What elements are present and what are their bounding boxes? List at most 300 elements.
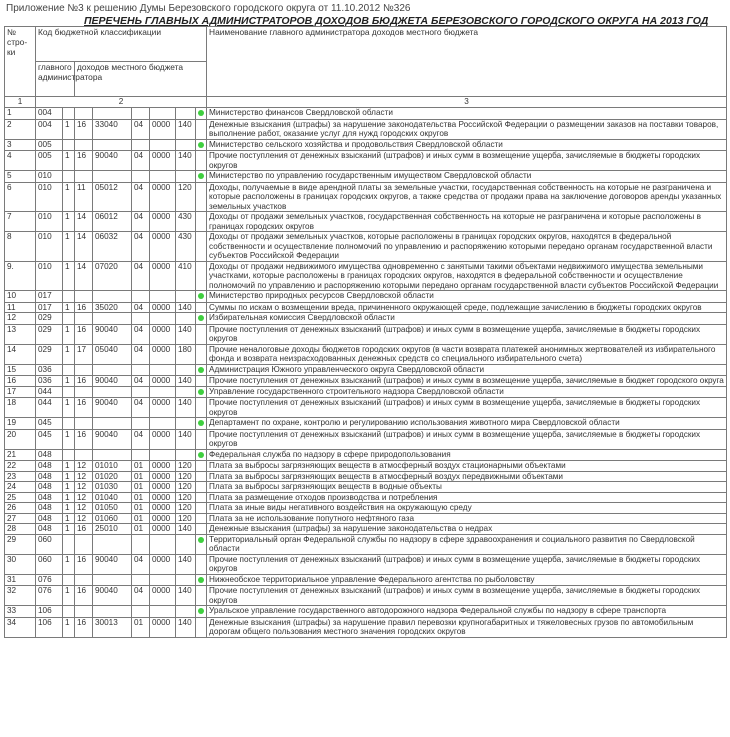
admin-code: 029: [36, 324, 63, 344]
code-element: 04: [132, 232, 150, 262]
admin-code: 048: [36, 513, 63, 524]
administrator-name: Плата за размещение отходов производства и потребления: [207, 492, 727, 503]
code-group: [63, 574, 75, 586]
code-element: 04: [132, 376, 150, 387]
code-econ: 120: [176, 182, 196, 212]
row-number: 15: [5, 364, 36, 376]
code-group: 1: [63, 151, 75, 171]
code-econ: 430: [176, 212, 196, 232]
code-article: 01020: [93, 471, 132, 482]
code-element: [132, 171, 150, 183]
row-number: 25: [5, 492, 36, 503]
marker-cell: [196, 534, 207, 554]
table-row: [5, 524, 727, 535]
code-econ: [176, 606, 196, 618]
table-row: [5, 344, 727, 364]
code-program: 0000: [150, 471, 176, 482]
code-econ: 140: [176, 554, 196, 574]
code-program: 0000: [150, 232, 176, 262]
administrator-name: Денежные взыскания (штрафы) за нарушение законодательства Российской Федерации о размещении заказов на поставки товаров, выполнение работ, оказание услуг для нужд городских округов: [207, 119, 727, 139]
code-group: 1: [63, 586, 75, 606]
admin-code: 005: [36, 139, 63, 151]
code-group: 1: [63, 471, 75, 482]
row-number: 17: [5, 386, 36, 398]
table-row: [5, 482, 727, 493]
table-row: [5, 503, 727, 514]
marker-cell: [196, 492, 207, 503]
header-administrator-name: Наименование главного администратора доходов местного бюджета: [207, 27, 727, 97]
code-group: 1: [63, 398, 75, 418]
marker-cell: [196, 139, 207, 151]
code-econ: [176, 171, 196, 183]
code-econ: [176, 313, 196, 325]
marker-cell: [196, 574, 207, 586]
code-subgroup: 14: [75, 261, 93, 291]
code-element: 04: [132, 261, 150, 291]
table-row: [5, 324, 727, 344]
table-row: [5, 617, 727, 637]
code-element: 01: [132, 471, 150, 482]
code-program: 0000: [150, 461, 176, 472]
code-subgroup: 16: [75, 617, 93, 637]
administrator-name: Министерство по управлению государственным имуществом Свердловской области: [207, 171, 727, 183]
code-program: 0000: [150, 492, 176, 503]
row-number: 13: [5, 324, 36, 344]
code-subgroup: 16: [75, 429, 93, 449]
code-subgroup: 16: [75, 324, 93, 344]
code-subgroup: 16: [75, 524, 93, 535]
code-program: [150, 108, 176, 120]
marker-cell: [196, 212, 207, 232]
code-group: 1: [63, 503, 75, 514]
marker-cell: [196, 344, 207, 364]
row-number: 30: [5, 554, 36, 574]
admin-code: 045: [36, 418, 63, 430]
code-econ: 120: [176, 471, 196, 482]
code-econ: 140: [176, 429, 196, 449]
row-number: 31: [5, 574, 36, 586]
row-number: 2: [5, 119, 36, 139]
admin-code: 036: [36, 376, 63, 387]
code-econ: [176, 534, 196, 554]
code-subgroup: [75, 139, 93, 151]
code-econ: [176, 364, 196, 376]
row-number: 27: [5, 513, 36, 524]
code-article: 05012: [93, 182, 132, 212]
code-econ: [176, 139, 196, 151]
code-econ: [176, 418, 196, 430]
marker-cell: [196, 291, 207, 303]
code-subgroup: 11: [75, 182, 93, 212]
row-number: 8: [5, 232, 36, 262]
code-econ: 140: [176, 398, 196, 418]
admin-code: 010: [36, 182, 63, 212]
code-subgroup: 14: [75, 232, 93, 262]
code-article: [93, 606, 132, 618]
code-element: [132, 313, 150, 325]
row-number: 5: [5, 171, 36, 183]
admin-code: 010: [36, 171, 63, 183]
code-subgroup: 12: [75, 482, 93, 493]
admin-code: 010: [36, 232, 63, 262]
row-number: 22: [5, 461, 36, 472]
code-group: [63, 449, 75, 461]
code-group: 1: [63, 461, 75, 472]
administrator-name: Территориальный орган Федеральной службы по надзору в сфере здравоохранения и социального развития по Свердловской области: [207, 534, 727, 554]
code-element: [132, 574, 150, 586]
table-row: [5, 376, 727, 387]
green-dot-icon: [198, 293, 204, 299]
table-row: [5, 429, 727, 449]
marker-cell: [196, 386, 207, 398]
code-econ: 120: [176, 492, 196, 503]
code-article: 90040: [93, 324, 132, 344]
marker-cell: [196, 471, 207, 482]
marker-cell: [196, 398, 207, 418]
administrator-name: Доходы от продажи земельных участков, государственная собственность на которые не разграничена и которые расположены в границах городских округов: [207, 212, 727, 232]
table-row: [5, 261, 727, 291]
table-row: [5, 606, 727, 618]
marker-cell: [196, 324, 207, 344]
code-group: [63, 171, 75, 183]
code-subgroup: [75, 364, 93, 376]
table-row: [5, 461, 727, 472]
table-row: [5, 151, 727, 171]
marker-cell: [196, 617, 207, 637]
code-element: [132, 418, 150, 430]
code-element: [132, 364, 150, 376]
admin-code: 076: [36, 574, 63, 586]
code-program: [150, 171, 176, 183]
code-article: [93, 364, 132, 376]
code-element: 04: [132, 151, 150, 171]
code-group: 1: [63, 554, 75, 574]
administrator-name: Плата за не использование попутного нефтяного газа: [207, 513, 727, 524]
admin-code: 045: [36, 429, 63, 449]
code-element: 01: [132, 492, 150, 503]
code-article: 01040: [93, 492, 132, 503]
header-main-administrator: главного администратора: [36, 62, 75, 97]
code-econ: 120: [176, 503, 196, 514]
row-number: 12: [5, 313, 36, 325]
code-program: [150, 449, 176, 461]
code-group: 1: [63, 302, 75, 313]
code-element: 04: [132, 212, 150, 232]
administrator-name: Министерство сельского хозяйства и продовольствия Свердловской области: [207, 139, 727, 151]
administrator-name: Денежные взыскания (штрафы) за нарушение законодательства о недрах: [207, 524, 727, 535]
code-econ: 120: [176, 482, 196, 493]
code-article: 33040: [93, 119, 132, 139]
row-number: 11: [5, 302, 36, 313]
column-number-1: 1: [5, 97, 36, 108]
table-row: [5, 574, 727, 586]
code-article: 30013: [93, 617, 132, 637]
code-element: 04: [132, 119, 150, 139]
code-group: [63, 291, 75, 303]
code-article: [93, 418, 132, 430]
code-group: 1: [63, 119, 75, 139]
code-article: [93, 139, 132, 151]
code-subgroup: 16: [75, 586, 93, 606]
code-article: [93, 313, 132, 325]
code-article: 90040: [93, 151, 132, 171]
code-article: [93, 386, 132, 398]
code-econ: [176, 386, 196, 398]
code-subgroup: [75, 291, 93, 303]
admin-code: 048: [36, 461, 63, 472]
admin-code: 004: [36, 108, 63, 120]
code-article: [93, 534, 132, 554]
admin-code: 048: [36, 471, 63, 482]
header-row-number: № стро-ки: [5, 27, 36, 97]
appendix-note: Приложение №3 к решению Думы Березовского городского округа от 11.10.2012 №326: [6, 3, 411, 14]
code-program: [150, 418, 176, 430]
admin-code: 048: [36, 492, 63, 503]
code-element: [132, 606, 150, 618]
marker-cell: [196, 313, 207, 325]
row-number: 26: [5, 503, 36, 514]
admin-code: 106: [36, 606, 63, 618]
table-row: [5, 513, 727, 524]
code-econ: [176, 108, 196, 120]
row-number: 23: [5, 471, 36, 482]
code-element: 01: [132, 482, 150, 493]
admin-code: 048: [36, 524, 63, 535]
marker-cell: [196, 503, 207, 514]
admin-code: 048: [36, 503, 63, 514]
admin-code: 044: [36, 386, 63, 398]
marker-cell: [196, 364, 207, 376]
code-subgroup: 16: [75, 119, 93, 139]
administrator-name: Прочие поступления от денежных взысканий (штрафов) и иных сумм в возмещение ущерба, зачисляемые в бюджеты городских округов: [207, 586, 727, 606]
code-element: 04: [132, 586, 150, 606]
code-group: 1: [63, 261, 75, 291]
row-number: 20: [5, 429, 36, 449]
row-number: 7: [5, 212, 36, 232]
code-article: 90040: [93, 429, 132, 449]
code-econ: 120: [176, 461, 196, 472]
code-element: 01: [132, 461, 150, 472]
administrator-name: Плата за выбросы загрязняющих веществ в атмосферный воздух стационарными объектами: [207, 461, 727, 472]
administrator-name: Уральское управление государственного автодорожного надзора Федеральной службы по надзору в сфере транспорта: [207, 606, 727, 618]
code-article: [93, 171, 132, 183]
admin-code: 010: [36, 212, 63, 232]
admin-code: 060: [36, 534, 63, 554]
admin-code: 017: [36, 302, 63, 313]
green-dot-icon: [198, 110, 204, 116]
code-element: [132, 534, 150, 554]
green-dot-icon: [198, 173, 204, 179]
code-econ: 410: [176, 261, 196, 291]
code-econ: 140: [176, 151, 196, 171]
code-article: [93, 291, 132, 303]
green-dot-icon: [198, 577, 204, 583]
admin-code: 029: [36, 313, 63, 325]
code-element: 04: [132, 324, 150, 344]
code-program: 0000: [150, 182, 176, 212]
marker-cell: [196, 151, 207, 171]
code-article: 90040: [93, 554, 132, 574]
code-element: 01: [132, 513, 150, 524]
code-group: 1: [63, 212, 75, 232]
code-article: [93, 449, 132, 461]
code-subgroup: [75, 534, 93, 554]
code-econ: 140: [176, 524, 196, 535]
admin-code: 044: [36, 398, 63, 418]
code-element: [132, 108, 150, 120]
marker-cell: [196, 586, 207, 606]
green-dot-icon: [198, 537, 204, 543]
administrator-name: Доходы от продажи земельных участков, которые расположены в границах городских округов, находятся в федеральной собственности и осуществление полномочий по управлению и распоряжению которыми передано органам государственной власти субъектов Российской Федерации: [207, 232, 727, 262]
code-group: [63, 139, 75, 151]
code-econ: 140: [176, 302, 196, 313]
marker-cell: [196, 119, 207, 139]
code-group: [63, 606, 75, 618]
administrator-name: Суммы по искам о возмещении вреда, причиненного окружающей среде, подлежащие зачислению в бюджеты городских округов: [207, 302, 727, 313]
code-article: 01060: [93, 513, 132, 524]
row-number: 6: [5, 182, 36, 212]
admin-code: 004: [36, 119, 63, 139]
code-element: 04: [132, 302, 150, 313]
marker-cell: [196, 482, 207, 493]
code-program: 0000: [150, 554, 176, 574]
code-program: 0000: [150, 212, 176, 232]
code-article: 01030: [93, 482, 132, 493]
row-number: 1: [5, 108, 36, 120]
marker-cell: [196, 232, 207, 262]
row-number: 34: [5, 617, 36, 637]
green-dot-icon: [198, 608, 204, 614]
code-subgroup: 12: [75, 471, 93, 482]
administrator-name: Прочие поступления от денежных взысканий (штрафов) и иных сумм в возмещение ущерба, зачисляемые в бюджеты городских округов: [207, 429, 727, 449]
administrator-name: Прочие поступления от денежных взысканий (штрафов) и иных сумм в возмещение ущерба, зачисляемые в бюджет городского округа: [207, 376, 727, 387]
code-subgroup: [75, 386, 93, 398]
table-row: [5, 232, 727, 262]
document-title: ПЕРЕЧЕНЬ ГЛАВНЫХ АДМИНИСТРАТОРОВ ДОХОДОВ БЮДЖЕТА БЕРЕЗОВСКОГО ГОРОДСКОГО ОКРУГА НА 2013 ГОД: [84, 15, 709, 27]
table-row: [5, 139, 727, 151]
marker-cell: [196, 302, 207, 313]
row-number: 33: [5, 606, 36, 618]
code-article: 05040: [93, 344, 132, 364]
table-row: [5, 291, 727, 303]
code-group: [63, 313, 75, 325]
code-element: 04: [132, 344, 150, 364]
code-subgroup: 12: [75, 461, 93, 472]
table-row: [5, 108, 727, 120]
administrator-name: Министерство финансов Свердловской области: [207, 108, 727, 120]
administrator-name: Департамент по охране, контролю и регулированию использования животного мира Свердловской области: [207, 418, 727, 430]
row-number: 29: [5, 534, 36, 554]
code-group: 1: [63, 617, 75, 637]
marker-cell: [196, 182, 207, 212]
administrator-name: Прочие поступления от денежных взысканий (штрафов) и иных сумм в возмещение ущерба, зачисляемые в бюджеты городских округов: [207, 324, 727, 344]
code-element: 04: [132, 398, 150, 418]
code-article: 06012: [93, 212, 132, 232]
code-program: [150, 386, 176, 398]
marker-cell: [196, 108, 207, 120]
table-row: [5, 398, 727, 418]
green-dot-icon: [198, 315, 204, 321]
code-group: 1: [63, 492, 75, 503]
column-number-2: 2: [36, 97, 207, 108]
code-program: [150, 574, 176, 586]
code-article: 01050: [93, 503, 132, 514]
code-subgroup: 17: [75, 344, 93, 364]
administrator-name: Денежные взыскания (штрафы) за нарушение правил перевозки крупногабаритных и тяжеловесных грузов по автомобильным дорогам общего пользования местного значения городских округов: [207, 617, 727, 637]
code-group: 1: [63, 182, 75, 212]
code-econ: 140: [176, 617, 196, 637]
code-group: 1: [63, 429, 75, 449]
code-program: [150, 364, 176, 376]
code-subgroup: 12: [75, 492, 93, 503]
code-article: [93, 108, 132, 120]
marker-cell: [196, 524, 207, 535]
admin-code: 029: [36, 344, 63, 364]
code-element: 04: [132, 429, 150, 449]
code-article: 35020: [93, 302, 132, 313]
table-row: [5, 212, 727, 232]
code-program: 0000: [150, 261, 176, 291]
code-article: 01010: [93, 461, 132, 472]
code-article: 25010: [93, 524, 132, 535]
green-dot-icon: [198, 389, 204, 395]
admin-code: 106: [36, 617, 63, 637]
code-subgroup: 16: [75, 376, 93, 387]
marker-cell: [196, 418, 207, 430]
code-program: 0000: [150, 513, 176, 524]
row-number: 3: [5, 139, 36, 151]
code-program: [150, 291, 176, 303]
code-econ: [176, 291, 196, 303]
table-row: [5, 364, 727, 376]
admin-code: 010: [36, 261, 63, 291]
table-row: [5, 171, 727, 183]
code-group: 1: [63, 376, 75, 387]
code-subgroup: [75, 313, 93, 325]
code-subgroup: 16: [75, 554, 93, 574]
code-econ: 120: [176, 513, 196, 524]
admin-code: 076: [36, 586, 63, 606]
administrator-name: Плата за выбросы загрязняющих веществ в водные объекты: [207, 482, 727, 493]
row-number: 21: [5, 449, 36, 461]
row-number: 9.: [5, 261, 36, 291]
administrator-name: Министерство природных ресурсов Свердловской области: [207, 291, 727, 303]
code-article: 90040: [93, 586, 132, 606]
code-subgroup: 16: [75, 398, 93, 418]
code-subgroup: [75, 574, 93, 586]
code-program: [150, 313, 176, 325]
code-subgroup: [75, 108, 93, 120]
marker-cell: [196, 449, 207, 461]
row-number: 24: [5, 482, 36, 493]
code-article: 06032: [93, 232, 132, 262]
code-group: 1: [63, 232, 75, 262]
revenue-administrators-table: [4, 26, 727, 638]
code-program: 0000: [150, 398, 176, 418]
code-econ: 140: [176, 119, 196, 139]
row-number: 19: [5, 418, 36, 430]
code-group: 1: [63, 524, 75, 535]
code-program: [150, 534, 176, 554]
table-row: [5, 534, 727, 554]
marker-cell: [196, 461, 207, 472]
row-number: 14: [5, 344, 36, 364]
code-group: 1: [63, 513, 75, 524]
administrator-name: Плата за выбросы загрязняющих веществ в атмосферный воздух передвижными объектами: [207, 471, 727, 482]
code-group: 1: [63, 344, 75, 364]
code-element: 04: [132, 554, 150, 574]
table-row: [5, 449, 727, 461]
